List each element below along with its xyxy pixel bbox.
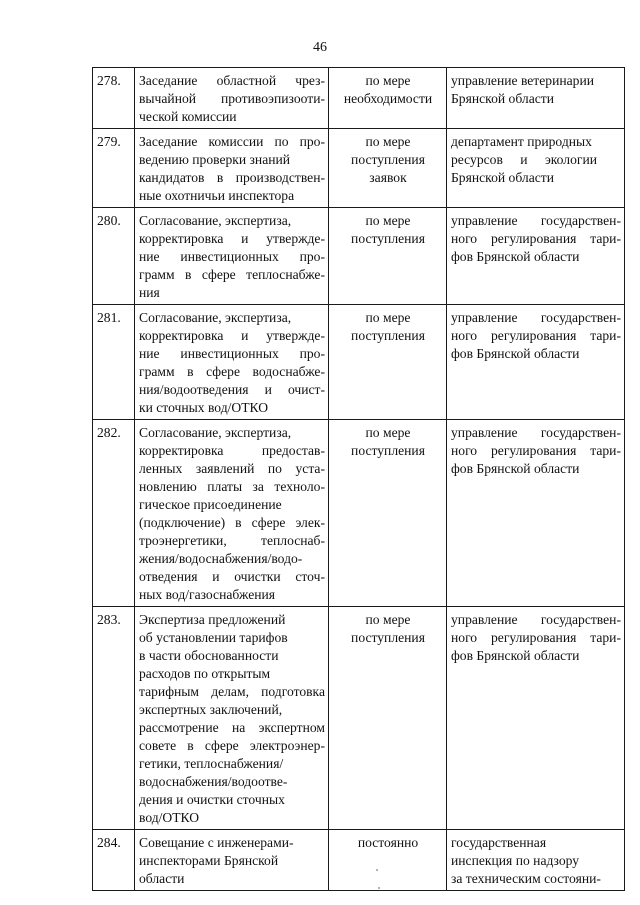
row-number: 281. [93,305,135,420]
responsible-body: государственная инспекция по надзору за техническим состояни- [447,830,625,891]
row-number: 278. [93,68,135,129]
table-row [93,208,625,305]
event-name: Согласование, экспертиза, корректировка предостав- ленных заявлений по уста- новлению платы за техноло- гическое присоединение (подключение) в сфере элек- троэнергетики, теплоснаб- жения/водоснабжения/водо- отведения и очистки сточ- ных вод/газоснабжения [135,420,329,607]
row-number: 283. [93,607,135,830]
table-row [93,68,625,129]
table-row [93,305,625,420]
table-row [93,830,625,891]
page-number: 46 [313,40,327,55]
responsible-body: управление государствен- ного регулирования тари- фов Брянской области [447,607,625,830]
event-term: по мере поступления [329,420,447,607]
responsible-body: управление государствен- ного регулирования тари- фов Брянской области [447,208,625,305]
events-table [92,67,625,891]
scan-speck [378,887,380,889]
responsible-body: управление государствен- ного регулирования тари- фов Брянской области [447,305,625,420]
scan-speck [376,869,378,871]
row-number: 279. [93,129,135,208]
event-name: Заседание областной чрез- вычайной противоэпизооти- ческой комиссии [135,68,329,129]
table-row [93,129,625,208]
row-number: 282. [93,420,135,607]
event-name: Согласование, экспертиза, корректировка и утвержде- ние инвестиционных про- грамм в сфере водоснабже- ния/водоотведения и очист- ки сточных вод/ОТКО [135,305,329,420]
responsible-body: управление ветеринарии Брянской области [447,68,625,129]
event-name: Совещание с инженерами- инспекторами Брянской области [135,830,329,891]
event-term: по мере поступления заявок [329,129,447,208]
event-name: Экспертиза предложений об установлении тарифов в части обоснованности расходов по открытым тарифным делам, подготовка экспертных заключений, рассмотрение на экспертном совете в сфере электроэнер- гетики, теплоснабжения/ водоснабжения/водоотве- дения и очистки сточных вод/ОТКО [135,607,329,830]
responsible-body: управление государствен- ного регулирования тари- фов Брянской области [447,420,625,607]
event-term: постоянно [329,830,447,891]
event-name: Заседание комиссии по про- ведению проверки знаний кандидатов в производствен- ные охотничьи инспектора [135,129,329,208]
table-row [93,607,625,830]
event-term: по мере поступления [329,607,447,830]
event-term: по мере необходимости [329,68,447,129]
table-row [93,420,625,607]
event-term: по мере поступления [329,305,447,420]
row-number: 284. [93,830,135,891]
event-name: Согласование, экспертиза, корректировка и утвержде- ние инвестиционных про- грамм в сфере теплоснабже- ния [135,208,329,305]
responsible-body: департамент природных ресурсов и экологии Брянской области [447,129,625,208]
event-term: по мере поступления [329,208,447,305]
row-number: 280. [93,208,135,305]
